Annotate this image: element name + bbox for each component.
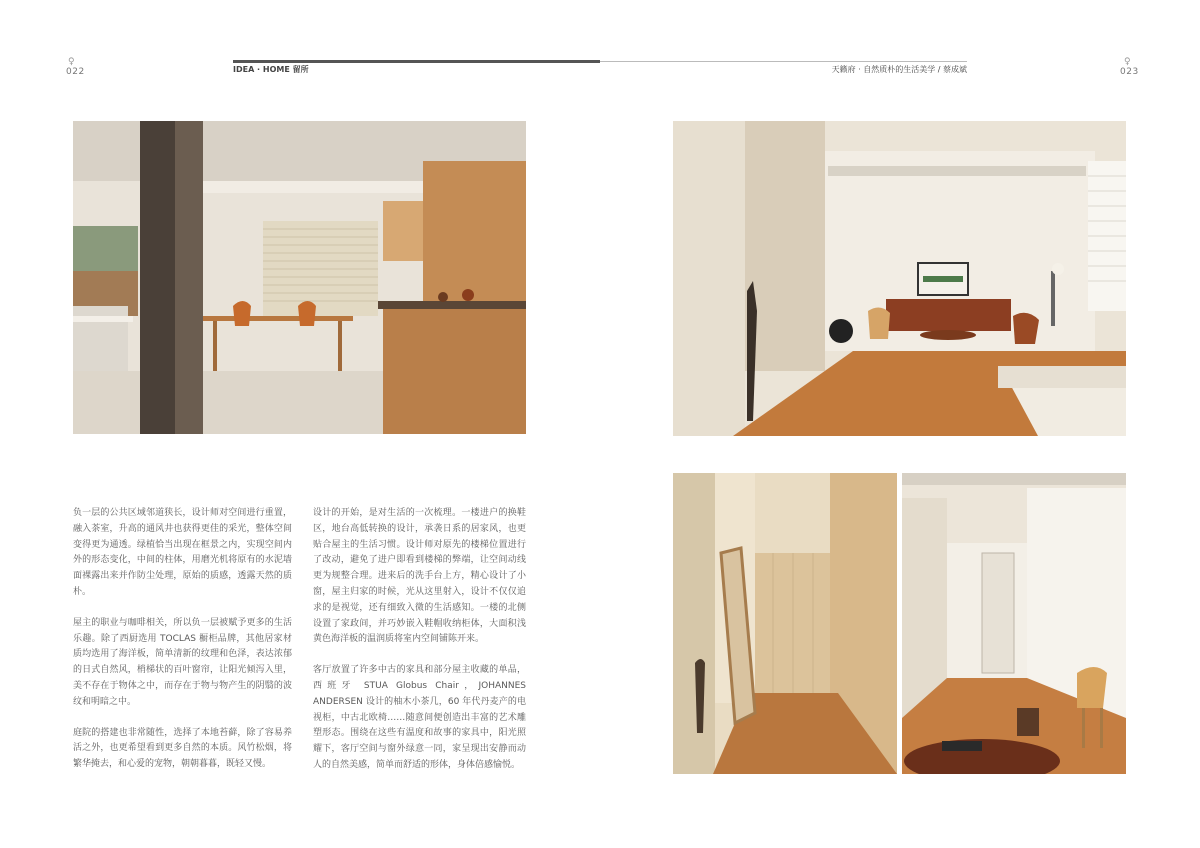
right-folio-mark: ♀	[1124, 57, 1131, 67]
right-article-title: 天籁府 · 自然质朴的生活美学 / 蔡成斌	[831, 65, 967, 74]
corridor-photo	[902, 473, 1126, 774]
body-text-left-column	[73, 506, 292, 788]
paragraph-left-1: 负一层的公共区域邻道狭长，设计师对空间进行重置，融入茶室，升高的通风井也获得更佳的采光，整体空间变得更为通透。绿植恰当出现在框景之内，实现空间内外的形态变化，中间的柱体，用磨光机将原有的水泥墙面裸露出来并作防尘处理，原始的质感，透露天然的质朴。	[73, 508, 292, 597]
header-rule-light	[600, 61, 967, 62]
living-room-photo	[673, 121, 1126, 436]
left-section-title: IDEA · HOME 留所	[233, 65, 309, 74]
left-page-number: 022	[66, 67, 85, 77]
kitchen-dining-photo	[73, 121, 526, 434]
paragraph-right-1: 设计的开始，是对生活的一次梳理。一楼进户的换鞋区，地台高低转换的设计，承袭日系的居家风，也更贴合屋主的生活习惯。设计师对原先的楼梯位置进行了改动，避免了进户即看到楼梯的弊端，让空间动线更为规整合理。进来后的洗手台上方，精心设计了小窗，屋主归家的时候，光从这里射入，设计不仅仅追求的是视觉，还有细致入微的生活感知。一楼的北侧设置了家政间，并巧妙嵌入鞋帽收纳柜体，大面积浅黄色海洋板的温润质将室内空间铺陈开来。	[313, 508, 526, 645]
paragraph-right-2: 客厅放置了许多中古的家具和部分屋主收藏的单品，西班牙 STUA Globus Chair，JOHANNES ANDERSEN 设计的柚木小茶几，60 年代丹麦产的电视柜，中古北欧椅……随意间便创造出丰富的艺术雕塑形态。围绕在这些有温度和故事的家具中，阳光照耀下，客厅空间与窗外绿意一同，家呈现出安静而动人的自然美感，简单而舒适的形体，身体倍感愉悦。	[313, 665, 526, 770]
left-folio-mark: ♀	[68, 57, 75, 67]
body-text-right-column	[313, 506, 526, 789]
header-rule-dark	[233, 60, 600, 63]
right-page-number: 023	[1120, 67, 1139, 77]
paragraph-left-2: 屋主的职业与咖啡相关，所以负一层被赋予更多的生活乐趣。除了西厨选用 TOCLAS 橱柜品牌，其他居家材质均选用了海洋板，简单清新的纹理和色泽，表达浓郁的日式自然风，梢梯状的百叶窗帘，让阳光倾泻入里，美不存在于物体之中，而存在于物与物产生的阴翳的波纹和明暗之中。	[73, 617, 292, 707]
entry-hall-photo	[673, 473, 897, 774]
paragraph-left-3: 庭院的搭建也非常随性，选择了本地苔藓，除了容易养活之外，也更希望看到更多自然的本质。风竹松烟，将繁华掩去，和心爱的宠物，朝朝暮暮，既轻又慢。	[73, 727, 292, 770]
